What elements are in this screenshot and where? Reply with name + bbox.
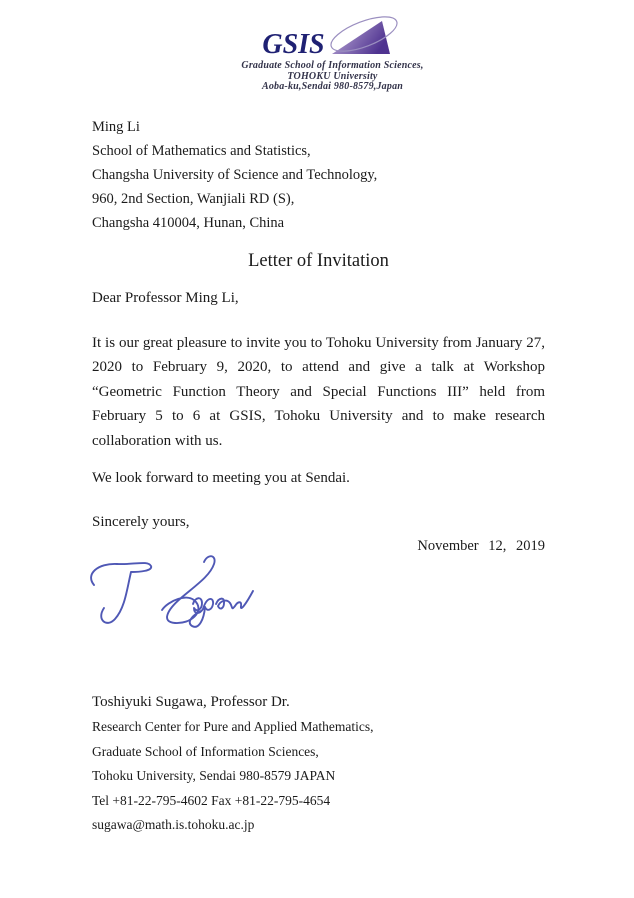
recipient-line: School of Mathematics and Statistics,: [92, 142, 311, 159]
recipient-address: [92, 115, 545, 235]
recipient-line: Changsha University of Science and Technology,: [92, 166, 378, 183]
letterhead: [241, 14, 423, 93]
signature-stroke: [162, 556, 215, 623]
logo-triangle: [332, 21, 390, 54]
signature-stroke: [91, 563, 151, 623]
recipient-line: Changsha 410004, Hunan, China: [92, 214, 285, 231]
body-paragraph-2: We look forward to meeting you at Sendai.: [92, 470, 350, 486]
letterhead-line: TOHOKU University: [287, 70, 378, 82]
signature-image: [80, 551, 260, 637]
sender-line: Tel +81-22-795-4602 Fax +81-22-795-4654: [92, 792, 331, 808]
letter-title: Letter of Invitation: [248, 250, 389, 271]
recipient-line: Ming Li: [92, 118, 140, 135]
sender-line: sugawa@math.is.tohoku.ac.jp: [92, 817, 255, 832]
sender-name: Toshiyuki Sugawa, Professor Dr.: [92, 694, 290, 710]
closing: Sincerely yours,: [92, 514, 190, 530]
salutation: Dear Professor Ming Li,: [92, 289, 239, 306]
gsis-logo: [241, 14, 423, 60]
recipient-line: 960, 2nd Section, Wanjiali RD (S),: [92, 190, 295, 207]
letterhead-line: Graduate School of Information Sciences,: [241, 60, 424, 71]
body-paragraph-1: It is our great pleasure to invite you to Tohoku University from January 27, 2020 to February 9, 2020, to attend and give a talk at Workshop “Geometric Function Theory and Special Functions III” held from February 5 to 6 at GSIS, Tohoku University and to make research collaboration with us.: [92, 334, 545, 449]
signature-stroke: [190, 598, 213, 627]
sender-line: Research Center for Pure and Applied Mathematics,: [92, 719, 374, 734]
sender-line: Graduate School of Information Sciences,: [92, 743, 319, 759]
date: November 12, 2019: [417, 538, 545, 554]
gsis-logo-mark-icon: [327, 9, 403, 64]
signature-stroke: [216, 591, 253, 609]
sender-block: [92, 689, 545, 838]
gsis-logo-text: GSIS: [262, 29, 325, 60]
letterhead-address: [241, 61, 423, 93]
sender-line: Tohoku University, Sendai 980-8579 JAPAN: [92, 768, 336, 783]
signature-block: [92, 551, 545, 637]
letterhead-line: Aoba-ku,Sendai 980-8579,Japan: [261, 81, 404, 92]
